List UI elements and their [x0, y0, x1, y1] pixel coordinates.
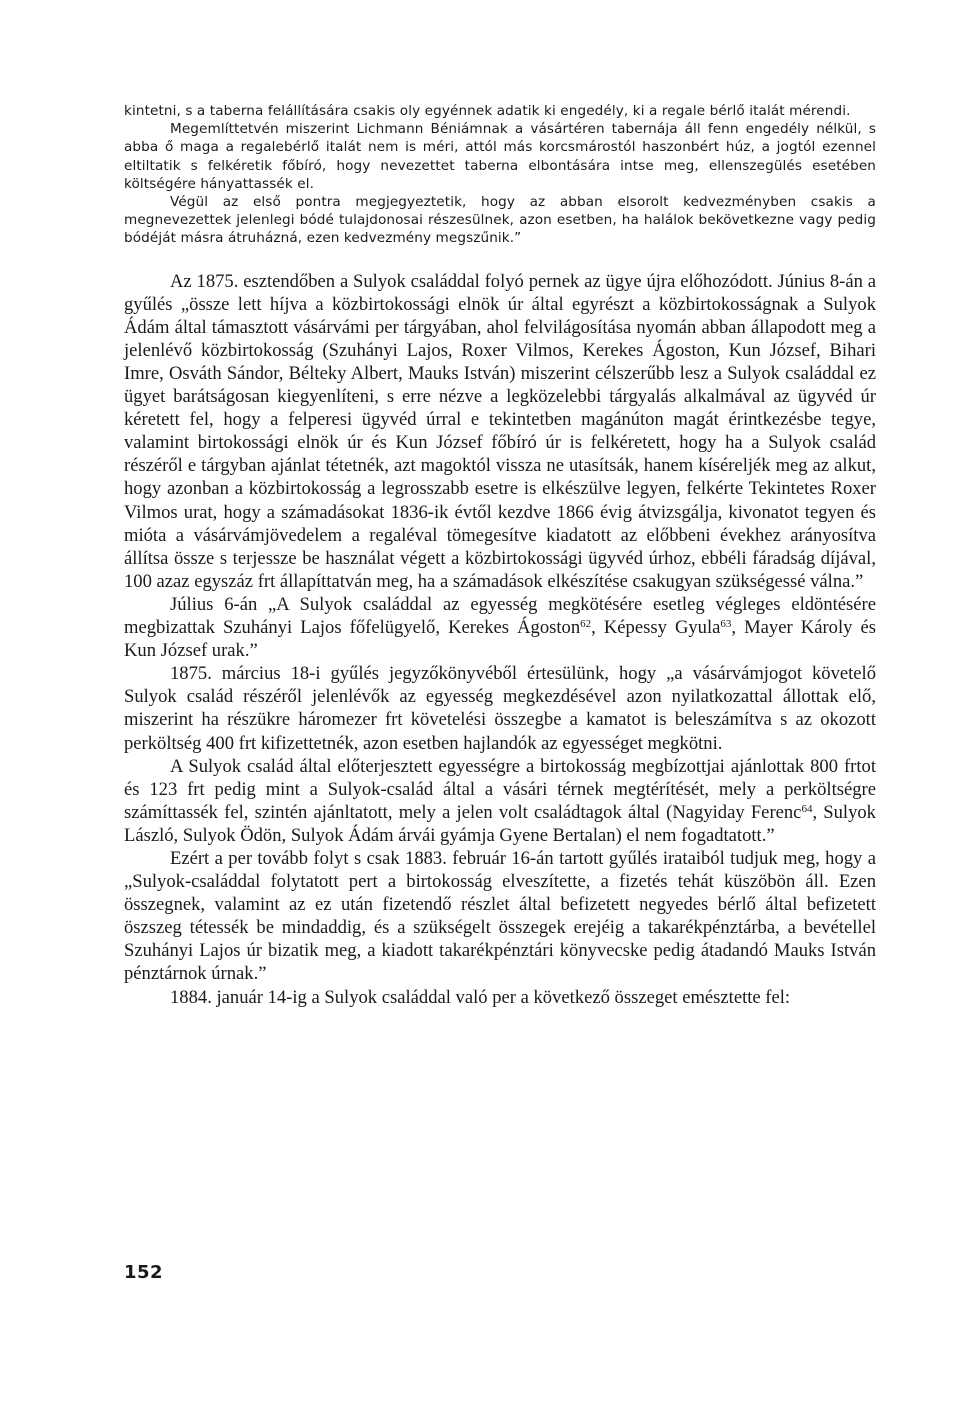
- paragraph-2: [124, 593, 876, 662]
- paragraph-4-part-b: , Sulyok László, Sulyok Ödön, Sulyok Ádám árvái gyámja Gyene Bertalan) el nem fogadtatott.”: [124, 801, 876, 846]
- paragraph-2-part-c: , Mayer Károly és Kun József urak.”: [124, 617, 876, 662]
- paragraph-2-part-a: Július 6-án „A Sulyok családdal az egyesség megkötésére esetleg végleges eldöntésére megbizattak Szuhányi Lajos főfelügyelő, Kerekes Ágoston: [124, 593, 876, 639]
- page-number: 152: [124, 1262, 164, 1283]
- page-body: [124, 102, 876, 1009]
- paragraph-1: Az 1875. esztendőben a Sulyok családdal folyó pernek az ügye újra előhozódott. Június 8-án a gyűlés „össze lett híjva a közbirtokossági elnök úr által egyrészt a közbirtokosságnak a Sulyok Ádám által támasztott vásárvámi per tárgyában, ahol felvilágosítása nyomán abban állapodott meg a jelenlévő közbirtokosság (Szuhányi Lajos, Roxer Vilmos, Kerekes Ágoston, Kun József, Bihari Imre, Osváth Sándor, Bélteky Albert, Mauks István) miszerint célszerűbb lesz a Sulyok családdal ez ügyet barátságosan kiegyenlíteni, s erre nézve a legközelebbi tárgyalás alkalmával az ügyvéd úr kéretett fel, hogy a felperesi ügyvéd úrral e tekintetben magánúton magát érintkezésbe tegye, valamint birtokossági elnök úr és Kun József főbíró úr is felkéretett, hogy ha a Sulyok család részéről e tárgyban ajánlat tétetnék, azt magoktól vissza ne utasítsák, hanem kíséreljék meg az alkut, hogy azonban a közbirtokosság a legrosszabb esetre is elkészülve legyen, felkérte Tekintetes Roxer Vilmos urat, hogy a számadásokat 1836-ik évtől kezdve 1866 évig átvizsgálja, kivonatot tegyen és mióta a vásárvámjövedelem a regaléval tömegesítve kiadatott az előbbeni évekhez arányosítva állítsa össze s terjessze be használat végett a közbirtokossági ügyvéd úrhoz, ebbéli fáradság díjával, 100 azaz egyszáz frt állapíttatván meg, ha a számadások elkészítése csakugyan szükségessé válna.”: [124, 270, 876, 592]
- paragraph-2-part-b: , Képessy Gyula: [591, 617, 721, 639]
- footnote-ref-62[interactable]: 62: [580, 618, 592, 631]
- footnote-ref-63[interactable]: 63: [720, 618, 732, 631]
- quoted-small-print-block: [124, 102, 876, 248]
- quote-paragraph-2: Megemlíttetvén miszerint Lichmann Béniámnak a vásártéren tabernája áll fenn engedély nélkül, s abba ő maga a regalebérlő italát nem is méri, attól más korcsmárostól haszonbért húz, a jogtól ezennel eltiltatik s felkéretik főbíró, hogy nevezettet taberna elbontására intse meg, ellenszegülés esetében költségére hányattassék el.: [124, 121, 876, 192]
- main-text: [124, 270, 876, 1009]
- paragraph-3: 1875. március 18-i gyűlés jegyzőkönyvéből értesülünk, hogy „a vásárvámjogot követelő Sulyok család részéről jelenlévők az egyesség megkezdésével azon nyilatkozattal állottak elő, miszerint ha részükre háromezer frt követelési összegbe a kamatot is beleszámítva s az okozott perköltség 400 frt kifizettetnék, azon esetben hajlandók az egyességet megkötni.: [124, 663, 876, 754]
- quote-paragraph-3: Végül az első pontra megjegyeztetik, hogy az abban elsorolt kedvezményben csakis a megnevezettek jelenlegi bódé tulajdonosai részesülnek, azon esetben, ha halálok bekövetkezne vagy pedig bódéját másra átruházná, ezen kedvezmény megszűnik.”: [124, 194, 876, 247]
- paragraph-6: 1884. január 14-ig a Sulyok családdal való per a következő összeget emésztette fel:: [170, 986, 791, 1008]
- paragraph-5: Ezért a per tovább folyt s csak 1883. február 16-án tartott gyűlés irataiból tudjuk meg, hogy a „Sulyok-családdal folytatott pert a birtokosság elveszítette, a fizetés tehát küszöbön áll. Ezen összegnek, valamint az ez után fizetendő részlet által befizetett negyedes bérlő által befizetett öszszeg tétessék be mindaddig, és a szükségelt összegek erejéig a takarékpénztárba, a bevétellel Szuhányi Lajos úr bizatik meg, a kiadott takarékpénztári könyvecske pedig átadandó Mauks István pénztárnok úrnak.”: [124, 847, 876, 985]
- paragraph-4: [124, 755, 876, 847]
- footnote-ref-64[interactable]: 64: [801, 802, 813, 815]
- quote-paragraph-1: kintetni, s a taberna felállítására csakis oly egyénnek adatik ki engedély, ki a regale bérlő italát mérendi.: [124, 103, 851, 119]
- paragraph-4-part-a: A Sulyok család által előterjesztett egyességre a birtokosság megbízottjai ajánlottak 800 frtot és 123 frt pedig mint a Sulyok-család által a vásári térnek megtérítését, mely a perköltségre számíttassék fel, szintén ajánltatott, mely a jelen volt családtagok által (Nagyiday Ferenc: [124, 755, 876, 823]
